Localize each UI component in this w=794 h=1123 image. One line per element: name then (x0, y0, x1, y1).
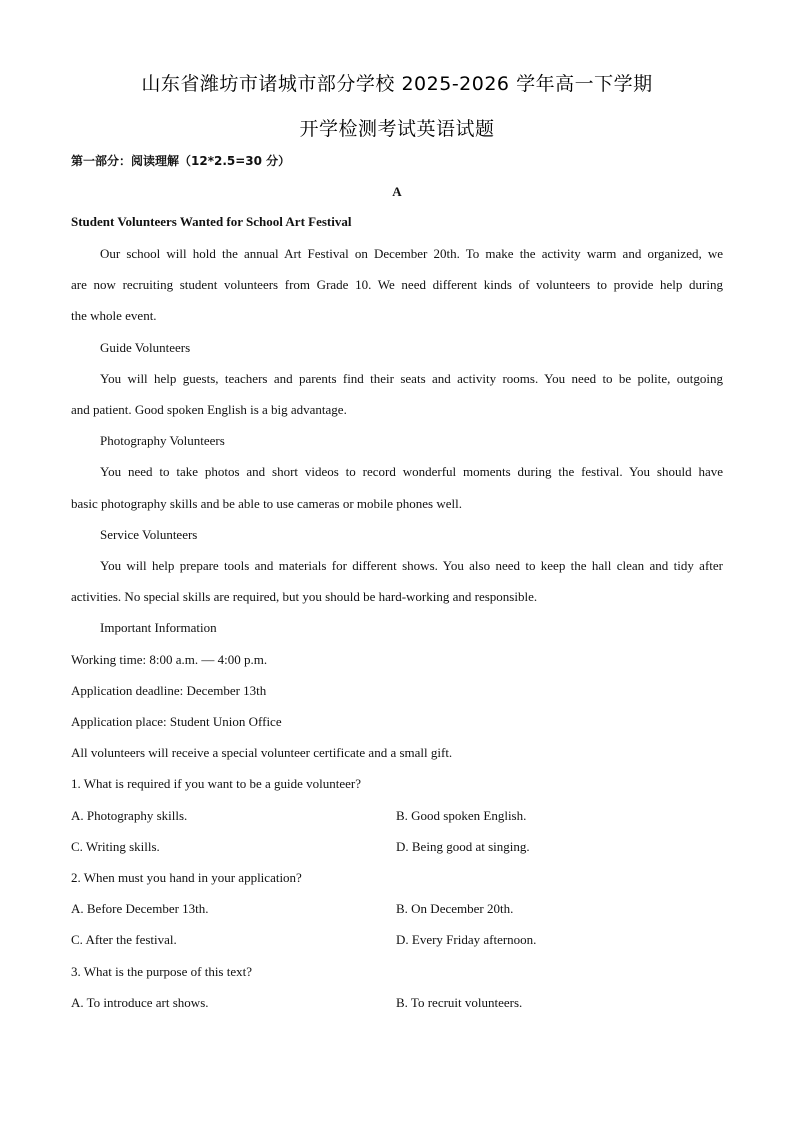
intro-line-3: the whole event. (71, 308, 157, 323)
service-line-2: activities. No special skills are required, but you should be hard-working and responsible. (71, 589, 538, 604)
intro-line-1: Our school will hold the annual Art Festival on December 20th. To make the activity warm and organized, we (100, 246, 723, 261)
question-2-option-a: A. Before December 13th. (71, 901, 209, 916)
question-1-option-b: B. Good spoken English. (396, 808, 527, 823)
question-1-stem: 1. What is required if you want to be a guide volunteer? (71, 776, 362, 791)
application-place: Application place: Student Union Office (71, 714, 282, 729)
question-2-option-d: D. Every Friday afternoon. (396, 932, 537, 947)
photo-heading: Photography Volunteers (100, 433, 225, 448)
service-line-1: You will help prepare tools and materials for different shows. You also need to keep the hall clean and tidy after (100, 558, 723, 573)
question-3-option-b: B. To recruit volunteers. (396, 995, 523, 1010)
exam-title-line1: 山东省潍坊市诸城市部分学校 2025-2026 学年高一下学期 (141, 73, 653, 95)
exam-title-line2: 开学检测考试英语试题 (299, 118, 495, 140)
volunteer-reward: All volunteers will receive a special volunteer certificate and a small gift. (71, 745, 453, 760)
guide-line-1: You will help guests, teachers and parents find their seats and activity rooms. You need to be polite, outgoing (100, 371, 723, 386)
photo-line-1: You need to take photos and short videos to record wonderful moments during the festival. You should have (100, 464, 723, 479)
working-time: Working time: 8:00 a.m. — 4:00 p.m. (71, 652, 268, 667)
question-3-stem: 3. What is the purpose of this text? (71, 964, 253, 979)
guide-heading: Guide Volunteers (100, 340, 191, 355)
passage-title: Student Volunteers Wanted for School Art Festival (71, 214, 352, 229)
intro-line-2: are now recruiting student volunteers from Grade 10. We need different kinds of volunteers to provide help during (71, 277, 723, 292)
service-heading: Service Volunteers (100, 527, 198, 542)
info-heading: Important Information (100, 620, 217, 635)
photo-line-2: basic photography skills and be able to use cameras or mobile phones well. (71, 496, 462, 511)
application-deadline: Application deadline: December 13th (71, 683, 267, 698)
part-heading: 第一部分：阅读理解（12*2.5=30 分） (71, 154, 291, 168)
guide-line-2: and patient. Good spoken English is a big advantage. (71, 402, 347, 417)
question-1-option-d: D. Being good at singing. (396, 839, 530, 854)
question-1-option-a: A. Photography skills. (71, 808, 188, 823)
question-3-option-a: A. To introduce art shows. (71, 995, 209, 1010)
question-2-stem: 2. When must you hand in your application? (71, 870, 302, 885)
question-2-option-c: C. After the festival. (71, 932, 177, 947)
question-2-option-b: B. On December 20th. (396, 901, 514, 916)
question-1-option-c: C. Writing skills. (71, 839, 160, 854)
passage-label: A (392, 184, 402, 199)
